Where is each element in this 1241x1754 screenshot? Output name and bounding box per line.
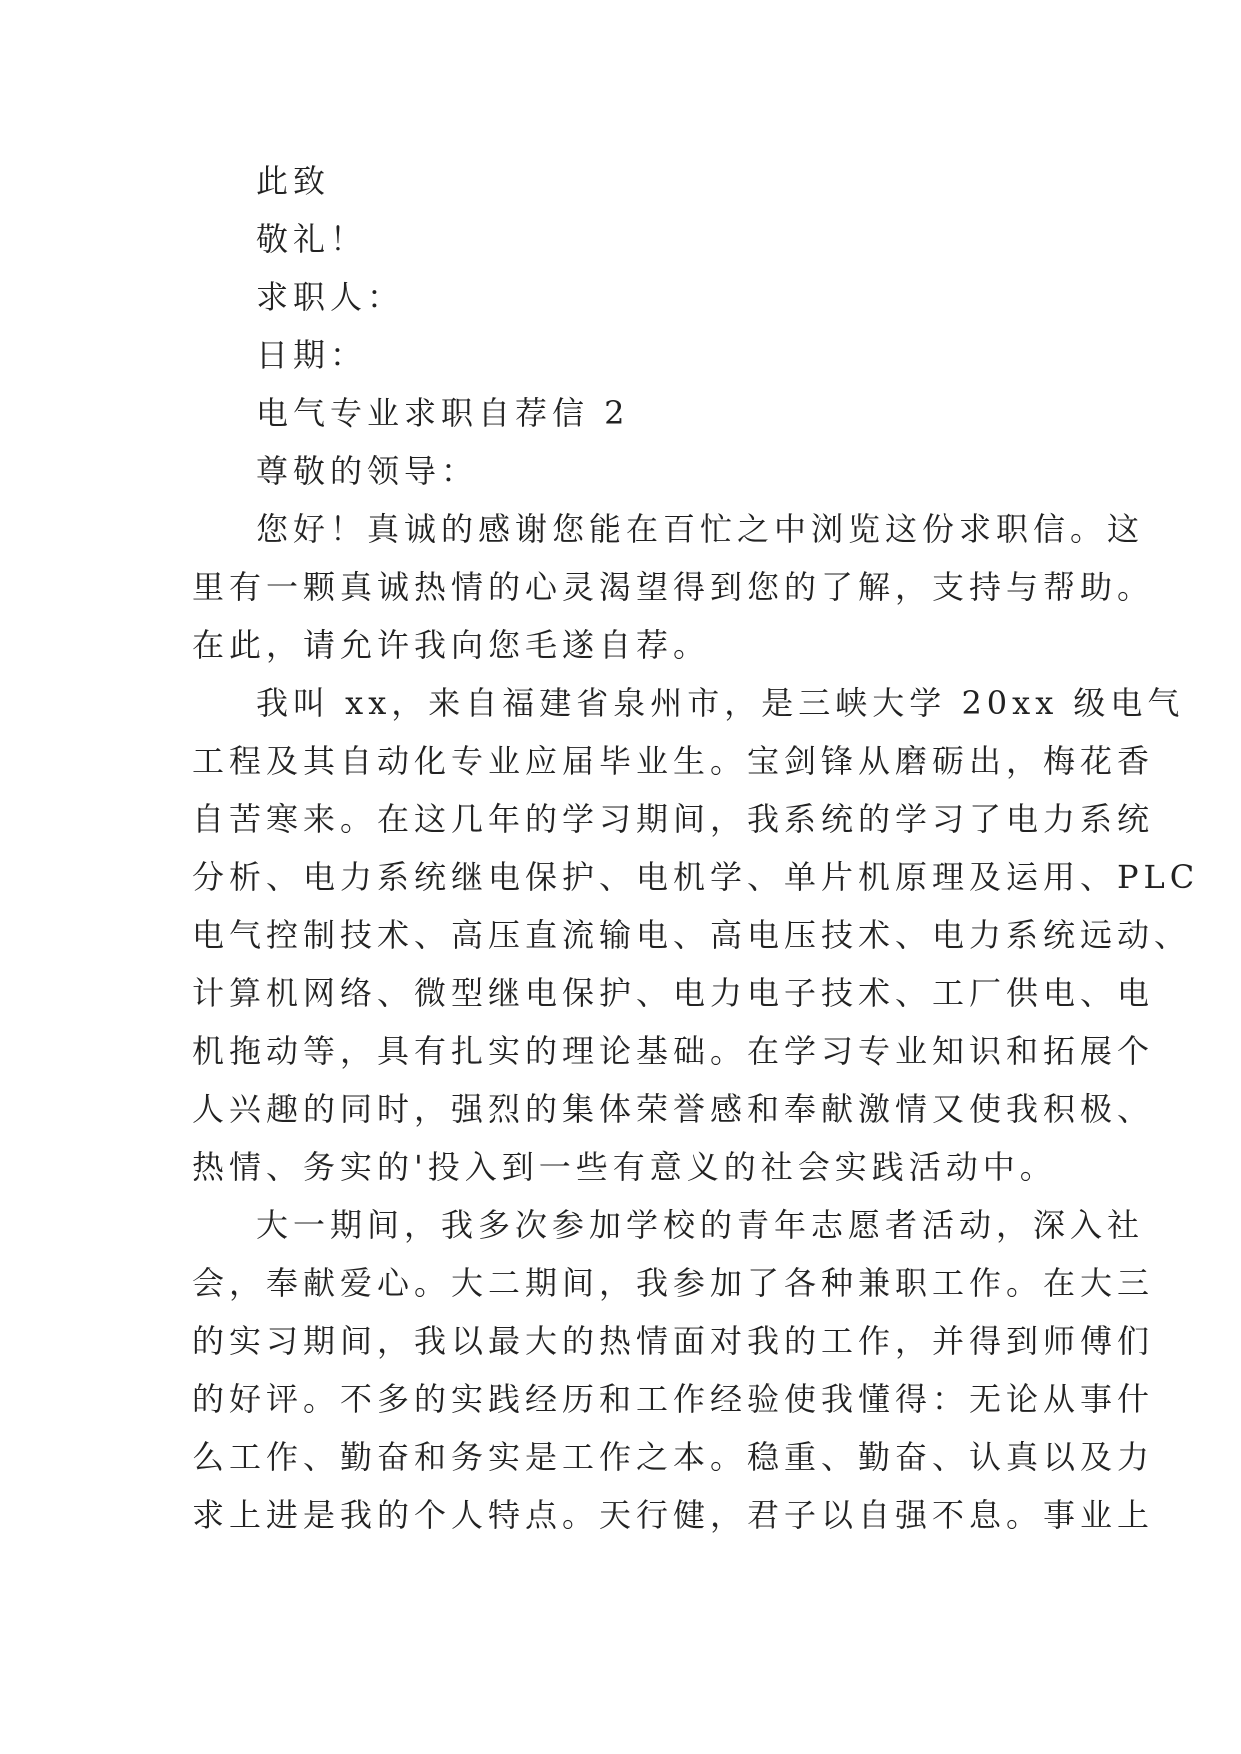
closing-line: 此致 <box>256 162 331 200</box>
paragraph <box>192 674 1200 1196</box>
date-label: 日期： <box>256 336 368 374</box>
applicant-label: 求职人： <box>256 278 405 316</box>
paragraph-line: 大一期间，我多次参加学校的青年志愿者活动，深入社 <box>256 1206 1145 1244</box>
paragraph-line: 电气控制技术、高压直流输电、高电压技术、电力系统远动、 <box>192 916 1192 954</box>
salutation: 尊敬的领导： <box>256 452 479 490</box>
paragraph-line: 我叫 xx，来自福建省泉州市，是三峡大学 20xx 级电气 <box>256 684 1185 722</box>
paragraph-line: 您好！真诚的感谢您能在百忙之中浏览这份求职信。这 <box>256 510 1145 548</box>
paragraph-line: 里有一颗真诚热情的心灵渴望得到您的了解，支持与帮助。 <box>192 568 1155 606</box>
paragraph <box>192 1196 1155 1544</box>
paragraph-line: 求上进是我的个人特点。天行健，君子以自强不息。事业上 <box>192 1496 1155 1534</box>
paragraph-line: 人兴趣的同时，强烈的集体荣誉感和奉献激情又使我积极、 <box>192 1090 1155 1128</box>
paragraph-line: 热情、务实的'投入到一些有意义的社会实践活动中。 <box>192 1148 1057 1186</box>
closing-line: 敬礼！ <box>256 220 368 258</box>
paragraph-line: 计算机网络、微型继电保护、电力电子技术、工厂供电、电 <box>192 974 1155 1012</box>
paragraph-line: 会，奉献爱心。大二期间，我参加了各种兼职工作。在大三 <box>192 1264 1155 1302</box>
letter-title: 电气专业求职自荐信 2 <box>256 394 630 432</box>
paragraph-line: 机拖动等，具有扎实的理论基础。在学习专业知识和拓展个 <box>192 1032 1155 1070</box>
paragraph-line: 自苦寒来。在这几年的学习期间，我系统的学习了电力系统 <box>192 800 1155 838</box>
paragraph-line: 工程及其自动化专业应届毕业生。宝剑锋从磨砺出，梅花香 <box>192 742 1155 780</box>
paragraph-line: 的好评。不多的实践经历和工作经验使我懂得：无论从事什 <box>192 1380 1155 1418</box>
paragraph-line: 么工作、勤奋和务实是工作之本。稳重、勤奋、认真以及力 <box>192 1438 1155 1476</box>
letter-body <box>192 152 1200 1544</box>
paragraph-line: 分析、电力系统继电保护、电机学、单片机原理及运用、PLC <box>192 858 1200 896</box>
paragraph <box>192 500 1155 674</box>
paragraph-line: 的实习期间，我以最大的热情面对我的工作，并得到师傅们 <box>192 1322 1155 1360</box>
paragraph-line: 在此，请允许我向您毛遂自荐。 <box>192 626 711 664</box>
